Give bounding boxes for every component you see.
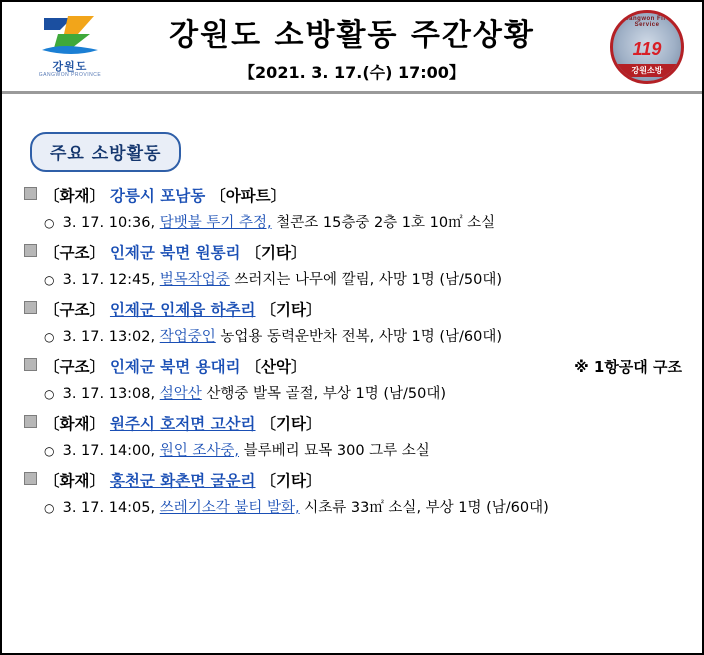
logo-left-name: 강원도: [52, 61, 88, 73]
square-bullet-icon: [24, 472, 37, 485]
incident-list: [2, 184, 702, 517]
emblem-bottom-text: 강원소방: [613, 64, 681, 77]
gangwon-province-logo: [24, 12, 116, 84]
square-bullet-icon: [24, 415, 37, 428]
square-bullet-icon: [24, 244, 37, 257]
circle-bullet-icon: ○: [44, 273, 55, 287]
incident-kind: 〔화재〕: [44, 472, 105, 490]
incident-casualty: (남/50대): [439, 272, 503, 288]
incident-description: 시초류 33㎡ 소실, 부상 1명: [304, 500, 482, 516]
incident-header: [24, 298, 688, 320]
incident-detail: [44, 268, 688, 289]
incident-description: 농업용 동력운반차 전복, 사망 1명: [220, 329, 435, 345]
gangwon-emblem-icon: [38, 14, 102, 58]
incident-time: 3. 17. 14:00,: [62, 443, 156, 459]
incident-time: 3. 17. 14:05,: [62, 500, 156, 516]
emblem-number: 119: [632, 39, 662, 59]
square-bullet-icon: [24, 187, 37, 200]
incident-header: [24, 241, 688, 263]
incident-time: 3. 17. 10:36,: [62, 215, 156, 231]
report-datetime: 【2021. 3. 17.(수) 17:00】: [239, 63, 465, 82]
incident-kind: 〔화재〕: [44, 415, 105, 433]
incident-detail: [44, 382, 688, 403]
incident-category: 〔기타〕: [260, 415, 322, 433]
incident-header: [24, 184, 688, 206]
incident-place: 원주시 호저면 고산리: [109, 415, 256, 433]
list-item: [24, 412, 688, 460]
list-item: [24, 469, 688, 517]
section-title-badge: 주요 소방활동: [30, 132, 181, 172]
incident-place: 인제군 북면 용대리: [109, 358, 241, 376]
square-bullet-icon: [24, 358, 37, 371]
incident-category: 〔아파트〕: [210, 187, 287, 205]
list-item: [24, 298, 688, 346]
circle-bullet-icon: ○: [44, 387, 55, 401]
incident-casualty: (남/60대): [486, 500, 549, 516]
circle-bullet-icon: ○: [44, 501, 55, 515]
emblem-top-text: Gangwon Fire Service: [623, 16, 670, 28]
incident-description: 블루베리 묘목 300 그루 소실: [243, 443, 430, 459]
incident-header: [24, 412, 688, 434]
incident-time: 3. 17. 13:08,: [62, 386, 156, 402]
incident-cause: 원인 조사중,: [159, 443, 239, 459]
incident-casualty: (남/50대): [383, 386, 446, 402]
incident-detail: [44, 439, 688, 460]
incident-header: [24, 469, 688, 491]
circle-bullet-icon: ○: [44, 330, 55, 344]
incident-category: 〔기타〕: [260, 472, 322, 490]
list-item: [24, 241, 688, 289]
incident-header: [24, 355, 688, 377]
logo-left-sub: GANGWON PROVINCE: [38, 72, 102, 78]
incident-cause: 설악산: [159, 386, 202, 402]
incident-cause: 쓰레기소각 불티 발화,: [159, 500, 300, 516]
incident-category: 〔산악〕: [245, 358, 307, 376]
circle-bullet-icon: ○: [44, 444, 55, 458]
incident-place: 인제군 인제읍 하추리: [109, 301, 256, 319]
incident-place: 홍천군 화촌면 굴운리: [109, 472, 256, 490]
incident-description: 산행중 발목 골절, 부상 1명: [206, 386, 379, 402]
document-header: [2, 2, 702, 94]
incident-description: 쓰러지는 나무에 깔림, 사망 1명: [234, 272, 435, 288]
incident-detail: [44, 325, 688, 346]
list-item: [24, 355, 688, 403]
incident-place: 강릉시 포남동: [109, 187, 206, 205]
circle-bullet-icon: ○: [44, 216, 55, 230]
incident-kind: 〔구조〕: [44, 358, 105, 376]
incident-kind: 〔구조〕: [44, 244, 105, 262]
incident-cause: 벌목작업중: [159, 272, 230, 288]
incident-place: 인제군 북면 원통리: [109, 244, 241, 262]
incident-description: 철콘조 15층중 2층 1호 10㎡ 소실: [276, 215, 496, 231]
incident-cause: 담뱃불 투기 추정,: [159, 215, 272, 231]
incident-kind: 〔구조〕: [44, 301, 105, 319]
incident-category: 〔기타〕: [245, 244, 307, 262]
list-item: [24, 184, 688, 232]
incident-casualty: (남/60대): [439, 329, 503, 345]
incident-category: 〔기타〕: [260, 301, 322, 319]
title-block: [122, 10, 582, 83]
incident-kind: 〔화재〕: [44, 187, 105, 205]
square-bullet-icon: [24, 301, 37, 314]
page-title: 강원도 소방활동 주간상황: [169, 18, 535, 53]
gangwon-fire-service-emblem: [610, 10, 684, 84]
incident-cause: 작업중인: [159, 329, 216, 345]
incident-detail: [44, 496, 688, 517]
incident-detail: [44, 211, 688, 232]
incident-time: 3. 17. 13:02,: [62, 329, 156, 345]
incident-note: ※ 1항공대 구조: [574, 358, 682, 376]
incident-time: 3. 17. 12:45,: [62, 272, 156, 288]
